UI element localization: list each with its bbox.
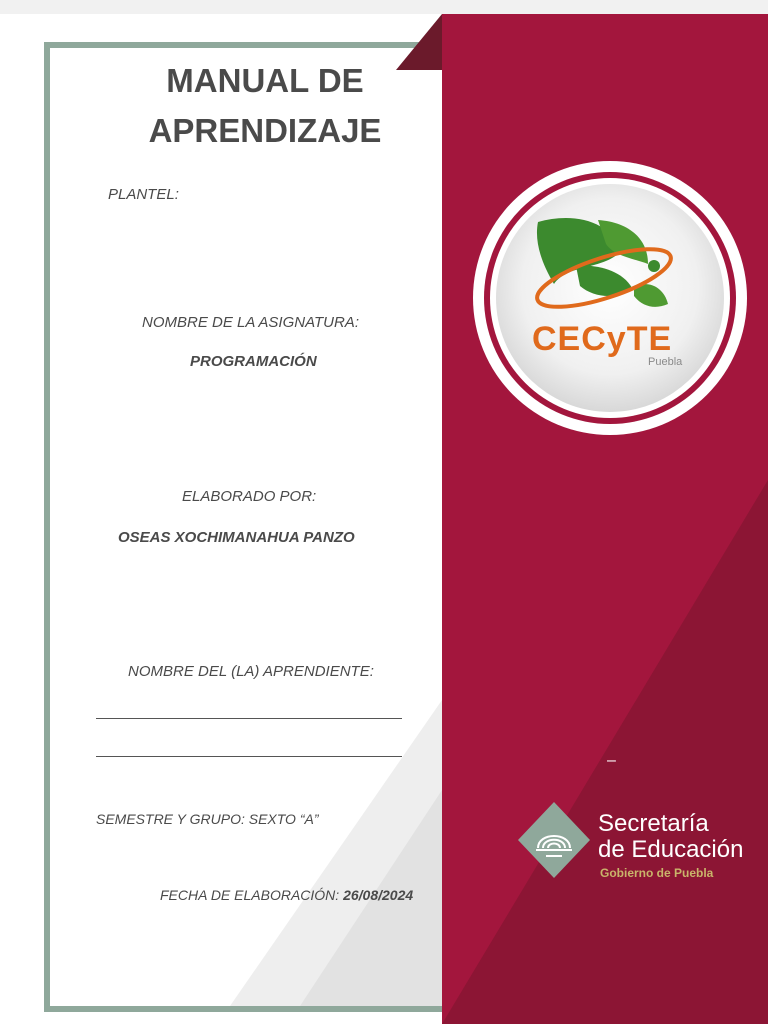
semestre-text: SEMESTRE Y GRUPO: SEXTO “A” xyxy=(96,811,319,827)
title-line-2: APRENDIZAJE xyxy=(148,112,382,149)
secretaria-line-3: Gobierno de Puebla xyxy=(600,866,714,880)
plantel-label: PLANTEL: xyxy=(108,186,179,203)
asignatura-label: NOMBRE DE LA ASIGNATURA: xyxy=(142,314,359,331)
title-line-1: MANUAL DE xyxy=(166,62,364,99)
fecha-row xyxy=(160,887,413,903)
fecha-label: FECHA DE ELABORACIÓN: xyxy=(160,887,340,903)
secretaria-line-1: Secretaría xyxy=(598,810,709,837)
secretaria-logo xyxy=(516,800,766,890)
name-line-1 xyxy=(96,718,402,719)
fecha-value: 26/08/2024 xyxy=(343,887,414,903)
cecyte-wordmark: CECyTE xyxy=(532,320,673,358)
asignatura-value: PROGRAMACIÓN xyxy=(190,353,317,370)
secretaria-emblem-icon xyxy=(516,800,592,880)
secretaria-line-2: de Educación xyxy=(598,836,744,863)
cecyte-subtitle: Puebla xyxy=(648,356,683,368)
aprendiente-label: NOMBRE DEL (LA) APRENDIENTE: xyxy=(128,663,374,680)
elaborado-label: ELABORADO POR: xyxy=(182,488,317,505)
elaborado-value: OSEAS XOCHIMANAHUA PANZO xyxy=(118,529,355,546)
cecyte-emblem-icon xyxy=(472,160,748,436)
document-title xyxy=(60,56,470,156)
decorative-dash: – xyxy=(607,752,616,769)
cecyte-logo xyxy=(472,160,748,436)
name-line-2 xyxy=(96,756,402,757)
